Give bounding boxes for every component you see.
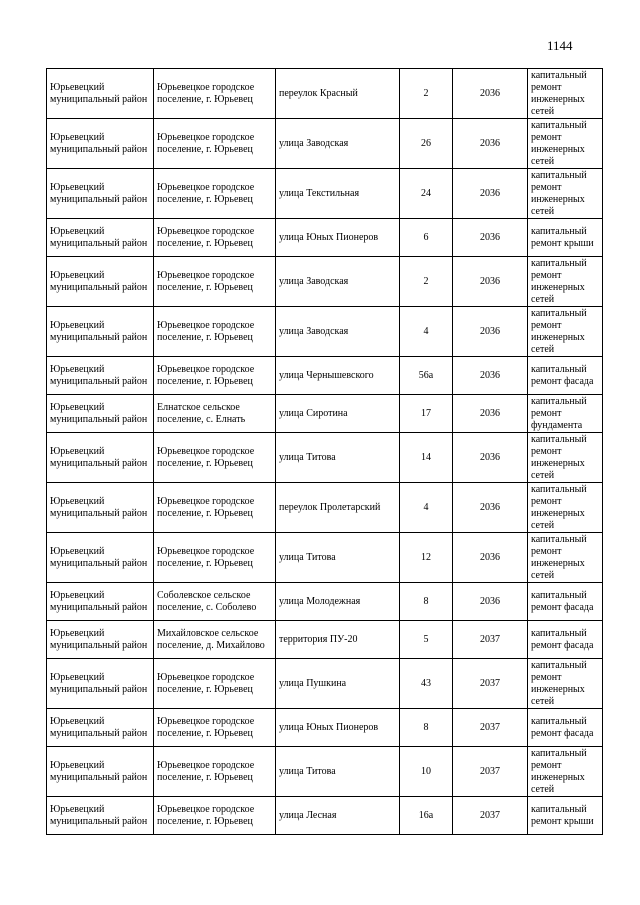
year-cell: 2036: [453, 395, 528, 433]
year-cell: 2037: [453, 621, 528, 659]
street-cell: улица Заводская: [276, 119, 400, 169]
street-cell: переулок Пролетарский: [276, 483, 400, 533]
district-cell: Юрьевецкий муниципальный район: [47, 709, 154, 747]
page-number: 1144: [547, 38, 573, 53]
settlement-cell: Юрьевецкое городское поселение, г. Юрьевец: [154, 533, 276, 583]
capital-repair-table: [46, 68, 603, 835]
district-cell: Юрьевецкий муниципальный район: [47, 533, 154, 583]
settlement-cell: Юрьевецкое городское поселение, г. Юрьевец: [154, 69, 276, 119]
district-cell: Юрьевецкий муниципальный район: [47, 395, 154, 433]
settlement-cell: Юрьевецкое городское поселение, г. Юрьевец: [154, 483, 276, 533]
year-cell: 2036: [453, 257, 528, 307]
year-cell: 2037: [453, 747, 528, 797]
house-number-cell: 5: [400, 621, 453, 659]
house-number-cell: 8: [400, 709, 453, 747]
year-cell: 2036: [453, 69, 528, 119]
district-cell: Юрьевецкий муниципальный район: [47, 257, 154, 307]
district-cell: Юрьевецкий муниципальный район: [47, 357, 154, 395]
table-row: [47, 119, 603, 169]
work-type-cell: капитальный ремонт инженерных сетей: [528, 659, 603, 709]
table-row: [47, 483, 603, 533]
table-row: [47, 583, 603, 621]
work-type-cell: капитальный ремонт крыши: [528, 797, 603, 835]
table-row: [47, 709, 603, 747]
district-cell: Юрьевецкий муниципальный район: [47, 169, 154, 219]
settlement-cell: Юрьевецкое городское поселение, г. Юрьевец: [154, 219, 276, 257]
work-type-cell: капитальный ремонт фасада: [528, 621, 603, 659]
settlement-cell: Соболевское сельское поселение, с. Соболево: [154, 583, 276, 621]
street-cell: улица Титова: [276, 533, 400, 583]
street-cell: улица Титова: [276, 747, 400, 797]
district-cell: Юрьевецкий муниципальный район: [47, 119, 154, 169]
street-cell: улица Лесная: [276, 797, 400, 835]
work-type-cell: капитальный ремонт фасада: [528, 357, 603, 395]
street-cell: улица Заводская: [276, 307, 400, 357]
house-number-cell: 16а: [400, 797, 453, 835]
house-number-cell: 26: [400, 119, 453, 169]
district-cell: Юрьевецкий муниципальный район: [47, 583, 154, 621]
table-row: [47, 395, 603, 433]
street-cell: улица Текстильная: [276, 169, 400, 219]
street-cell: улица Молодежная: [276, 583, 400, 621]
street-cell: улица Заводская: [276, 257, 400, 307]
street-cell: территория ПУ-20: [276, 621, 400, 659]
settlement-cell: Юрьевецкое городское поселение, г. Юрьевец: [154, 797, 276, 835]
table-row: [47, 357, 603, 395]
work-type-cell: капитальный ремонт инженерных сетей: [528, 69, 603, 119]
table-row: [47, 169, 603, 219]
settlement-cell: Юрьевецкое городское поселение, г. Юрьевец: [154, 709, 276, 747]
work-type-cell: капитальный ремонт инженерных сетей: [528, 169, 603, 219]
work-type-cell: капитальный ремонт инженерных сетей: [528, 307, 603, 357]
settlement-cell: Михайловское сельское поселение, д. Михайлово: [154, 621, 276, 659]
district-cell: Юрьевецкий муниципальный район: [47, 659, 154, 709]
district-cell: Юрьевецкий муниципальный район: [47, 747, 154, 797]
house-number-cell: 2: [400, 69, 453, 119]
table-row: [47, 747, 603, 797]
year-cell: 2037: [453, 797, 528, 835]
work-type-cell: капитальный ремонт инженерных сетей: [528, 747, 603, 797]
district-cell: Юрьевецкий муниципальный район: [47, 621, 154, 659]
work-type-cell: капитальный ремонт инженерных сетей: [528, 533, 603, 583]
settlement-cell: Юрьевецкое городское поселение, г. Юрьевец: [154, 307, 276, 357]
house-number-cell: 6: [400, 219, 453, 257]
district-cell: Юрьевецкий муниципальный район: [47, 433, 154, 483]
house-number-cell: 10: [400, 747, 453, 797]
house-number-cell: 43: [400, 659, 453, 709]
street-cell: улица Сиротина: [276, 395, 400, 433]
house-number-cell: 24: [400, 169, 453, 219]
settlement-cell: Юрьевецкое городское поселение, г. Юрьевец: [154, 357, 276, 395]
district-cell: Юрьевецкий муниципальный район: [47, 483, 154, 533]
street-cell: улица Юных Пионеров: [276, 709, 400, 747]
work-type-cell: капитальный ремонт фасада: [528, 709, 603, 747]
house-number-cell: 56а: [400, 357, 453, 395]
street-cell: улица Пушкина: [276, 659, 400, 709]
settlement-cell: Елнатское сельское поселение, с. Елнать: [154, 395, 276, 433]
year-cell: 2036: [453, 483, 528, 533]
table-row: [47, 307, 603, 357]
house-number-cell: 17: [400, 395, 453, 433]
settlement-cell: Юрьевецкое городское поселение, г. Юрьевец: [154, 747, 276, 797]
settlement-cell: Юрьевецкое городское поселение, г. Юрьевец: [154, 433, 276, 483]
work-type-cell: капитальный ремонт инженерных сетей: [528, 119, 603, 169]
house-number-cell: 14: [400, 433, 453, 483]
settlement-cell: Юрьевецкое городское поселение, г. Юрьевец: [154, 169, 276, 219]
year-cell: 2036: [453, 219, 528, 257]
house-number-cell: 12: [400, 533, 453, 583]
year-cell: 2036: [453, 533, 528, 583]
year-cell: 2036: [453, 583, 528, 621]
year-cell: 2036: [453, 169, 528, 219]
work-type-cell: капитальный ремонт инженерных сетей: [528, 483, 603, 533]
work-type-cell: капитальный ремонт инженерных сетей: [528, 257, 603, 307]
work-type-cell: капитальный ремонт крыши: [528, 219, 603, 257]
house-number-cell: 4: [400, 483, 453, 533]
house-number-cell: 8: [400, 583, 453, 621]
settlement-cell: Юрьевецкое городское поселение, г. Юрьевец: [154, 659, 276, 709]
year-cell: 2036: [453, 307, 528, 357]
settlement-cell: Юрьевецкое городское поселение, г. Юрьевец: [154, 257, 276, 307]
street-cell: переулок Красный: [276, 69, 400, 119]
street-cell: улица Чернышевского: [276, 357, 400, 395]
table-row: [47, 219, 603, 257]
street-cell: улица Титова: [276, 433, 400, 483]
house-number-cell: 2: [400, 257, 453, 307]
settlement-cell: Юрьевецкое городское поселение, г. Юрьевец: [154, 119, 276, 169]
year-cell: 2036: [453, 433, 528, 483]
street-cell: улица Юных Пионеров: [276, 219, 400, 257]
district-cell: Юрьевецкий муниципальный район: [47, 219, 154, 257]
table-row: [47, 533, 603, 583]
table-row: [47, 797, 603, 835]
table-row: [47, 433, 603, 483]
table-body: [47, 69, 603, 835]
work-type-cell: капитальный ремонт фундамента: [528, 395, 603, 433]
district-cell: Юрьевецкий муниципальный район: [47, 69, 154, 119]
year-cell: 2037: [453, 709, 528, 747]
table-row: [47, 621, 603, 659]
house-number-cell: 4: [400, 307, 453, 357]
table-row: [47, 69, 603, 119]
year-cell: 2036: [453, 119, 528, 169]
table-row: [47, 257, 603, 307]
work-type-cell: капитальный ремонт фасада: [528, 583, 603, 621]
table-row: [47, 659, 603, 709]
district-cell: Юрьевецкий муниципальный район: [47, 797, 154, 835]
year-cell: 2036: [453, 357, 528, 395]
work-type-cell: капитальный ремонт инженерных сетей: [528, 433, 603, 483]
year-cell: 2037: [453, 659, 528, 709]
district-cell: Юрьевецкий муниципальный район: [47, 307, 154, 357]
